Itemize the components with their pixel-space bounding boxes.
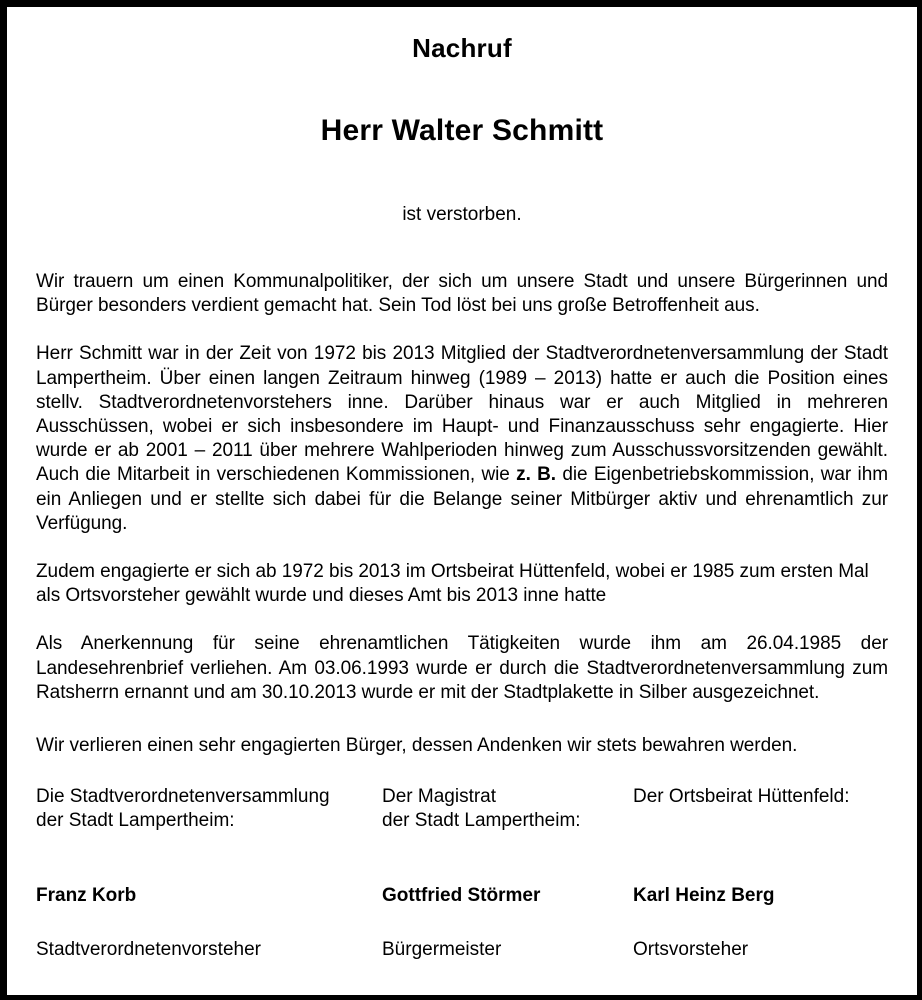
signature-org-line-1: Der Magistrat (382, 786, 497, 808)
deceased-status-line: ist verstorben. (402, 204, 522, 225)
signatory-name: Franz Korb (36, 885, 137, 907)
signatory-role: Ortsvorsteher (633, 939, 749, 961)
signatory-role: Stadtverordnetenvorsteher (36, 939, 261, 961)
signature-org-line-2 (633, 809, 888, 833)
obituary-body (36, 226, 888, 962)
deceased-name-heading: Herr Walter Schmitt (320, 114, 604, 147)
signature-org-line-1: Die Stadtverordnetenversammlung (36, 786, 330, 808)
signature-column-ortsbeirat (633, 785, 888, 962)
signatory-name: Karl Heinz Berg (633, 885, 775, 907)
paragraph-career-emphasis: z. B. (516, 464, 557, 486)
signatory-role: Bürgermeister (382, 939, 502, 961)
paragraph-career-part-1: Herr Schmitt war in der Zeit von 1972 bis 2013 Mitglied der Stadtverordnetenversammlung der Stadt Lampertheim. Über einen langen Zeitraum hinweg (1989 – 2013) hatte er auch die Position eines stellv. Stadtverordnetenvorstehers inne. Darüber hinaus war er auch Mitglied in mehreren Ausschüssen, wobei er sich insbesondere im Haupt- und Finanzausschuss sehr engagierte. Hier wurde er ab 2001 – 2011 über mehrere Wahlperioden hinweg zum Ausschussvorsitzenden gewählt. Auch die Mitarbeit in verschiedenen Kommissionen, wie (36, 343, 888, 486)
notice-content (7, 7, 917, 995)
paragraph-mourning: Wir trauern um einen Kommunalpolitiker, der sich um unsere Stadt und unsere Bürgerinnen und Bürger besonders verdient gemacht hat. Sein Tod löst bei uns große Betroffenheit aus. (36, 271, 888, 317)
signatory-name: Gottfried Störmer (382, 885, 541, 907)
signature-column-magistrat (382, 785, 633, 962)
signature-org-line-2: der Stadt Lampertheim: (382, 810, 581, 832)
signature-org-line-1: Der Ortsbeirat Hüttenfeld: (633, 786, 850, 808)
paragraph-honours: Als Anerkennung für seine ehrenamtlichen Tätigkeiten wurde ihm am 26.04.1985 der Landesehrenbrief verliehen. Am 03.06.1993 wurde er durch die Stadtverordnetenversammlung zum Ratsherrn ernannt und am 30.10.2013 wurde er mit der Stadtplakette in Silber ausgezeichnet. (36, 633, 888, 703)
page-title: Nachruf (412, 33, 512, 63)
signature-block (36, 785, 888, 962)
signature-org-line-2: der Stadt Lampertheim: (36, 810, 235, 832)
paragraph-local-council: Zudem engagierte er sich ab 1972 bis 2013 im Ortsbeirat Hüttenfeld, wobei er 1985 zum ersten Mal als Ortsvorsteher gewählt wurde und dieses Amt bis 2013 inne hatte (36, 561, 869, 607)
paragraph-career (36, 342, 888, 536)
paragraph-career-part-2: die Eigenbetriebskommission, war ihm ein Anliegen und er stellte sich dabei für die Belange seiner Mitbürger aktiv und ehrenamtlich zur Verfügung. (36, 464, 888, 534)
signature-column-stadtverordnetenversammlung (36, 785, 382, 962)
paragraph-closing: Wir verlieren einen sehr engagierten Bürger, dessen Andenken wir stets bewahren werden. (36, 735, 798, 757)
